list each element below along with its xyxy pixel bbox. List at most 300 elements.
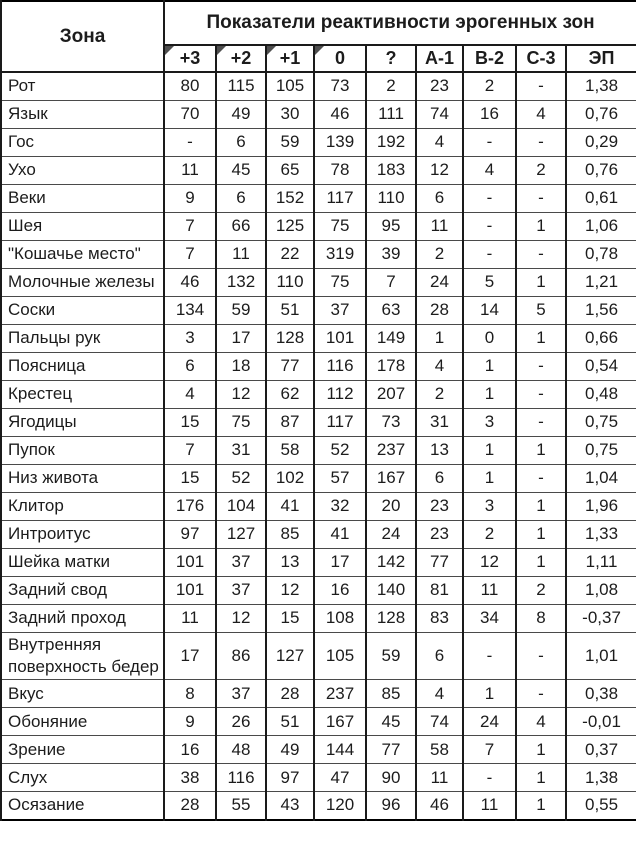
value-cell: 74 xyxy=(416,708,463,736)
value-cell: 22 xyxy=(266,240,314,268)
value-cell: 45 xyxy=(216,156,266,184)
sub-header-5: ? xyxy=(366,45,416,72)
value-cell: 37 xyxy=(216,680,266,708)
value-cell: 0,66 xyxy=(566,324,636,352)
value-cell: -0,37 xyxy=(566,604,636,632)
value-cell: 1 xyxy=(463,352,516,380)
table-row xyxy=(1,520,636,548)
value-cell: 183 xyxy=(366,156,416,184)
value-cell: 1 xyxy=(463,436,516,464)
value-cell: 140 xyxy=(366,576,416,604)
zone-cell: Гос xyxy=(1,128,164,156)
value-cell: 11 xyxy=(164,156,216,184)
value-cell: 144 xyxy=(314,736,366,764)
zone-cell: "Кошачье место" xyxy=(1,240,164,268)
table-row xyxy=(1,632,636,680)
value-cell: 1 xyxy=(516,792,566,820)
value-cell: 11 xyxy=(463,792,516,820)
value-cell: 101 xyxy=(314,324,366,352)
value-cell: 142 xyxy=(366,548,416,576)
value-cell: 7 xyxy=(164,212,216,240)
value-cell: 17 xyxy=(314,548,366,576)
value-cell: 96 xyxy=(366,792,416,820)
value-cell: 62 xyxy=(266,380,314,408)
value-cell: - xyxy=(516,128,566,156)
zone-cell: Пупок xyxy=(1,436,164,464)
value-cell: 11 xyxy=(164,604,216,632)
value-cell: 63 xyxy=(366,296,416,324)
value-cell: 31 xyxy=(216,436,266,464)
value-cell: 3 xyxy=(463,492,516,520)
value-cell: 1,08 xyxy=(566,576,636,604)
value-cell: - xyxy=(164,128,216,156)
zone-cell: Осязание xyxy=(1,792,164,820)
value-cell: 81 xyxy=(416,576,463,604)
value-cell: 24 xyxy=(463,708,516,736)
value-cell: 59 xyxy=(266,128,314,156)
value-cell: 41 xyxy=(266,492,314,520)
table-row xyxy=(1,680,636,708)
value-cell: 167 xyxy=(366,464,416,492)
value-cell: 65 xyxy=(266,156,314,184)
zone-cell: Слух xyxy=(1,764,164,792)
value-cell: 116 xyxy=(314,352,366,380)
value-cell: 0,54 xyxy=(566,352,636,380)
value-cell: 120 xyxy=(314,792,366,820)
value-cell: 7 xyxy=(463,736,516,764)
value-cell: 11 xyxy=(216,240,266,268)
table-row xyxy=(1,604,636,632)
value-cell: 52 xyxy=(216,464,266,492)
value-cell: 59 xyxy=(366,632,416,680)
value-cell: 41 xyxy=(314,520,366,548)
zone-cell: Шея xyxy=(1,212,164,240)
value-cell: 1,96 xyxy=(566,492,636,520)
value-cell: - xyxy=(516,72,566,100)
sub-header-7: В-2 xyxy=(463,45,516,72)
sub-header-8: С-3 xyxy=(516,45,566,72)
value-cell: 237 xyxy=(314,680,366,708)
value-cell: 2 xyxy=(516,156,566,184)
value-cell: 2 xyxy=(516,576,566,604)
value-cell: 0 xyxy=(463,324,516,352)
value-cell: 128 xyxy=(266,324,314,352)
value-cell: 6 xyxy=(416,464,463,492)
header-row-top xyxy=(1,1,636,45)
value-cell: 38 xyxy=(164,764,216,792)
value-cell: 49 xyxy=(266,736,314,764)
table-row xyxy=(1,408,636,436)
value-cell: 28 xyxy=(164,792,216,820)
value-cell: 23 xyxy=(416,492,463,520)
value-cell: 75 xyxy=(314,212,366,240)
value-cell: 58 xyxy=(416,736,463,764)
value-cell: - xyxy=(463,184,516,212)
value-cell: 77 xyxy=(416,548,463,576)
folded-corner-mark-icon xyxy=(217,46,226,55)
zone-cell: Ухо xyxy=(1,156,164,184)
table-row xyxy=(1,576,636,604)
value-cell: - xyxy=(463,240,516,268)
value-cell: 1,21 xyxy=(566,268,636,296)
table-row xyxy=(1,792,636,820)
value-cell: 105 xyxy=(314,632,366,680)
value-cell: 70 xyxy=(164,100,216,128)
value-cell: 31 xyxy=(416,408,463,436)
value-cell: 1,33 xyxy=(566,520,636,548)
value-cell: 52 xyxy=(314,436,366,464)
value-cell: 237 xyxy=(366,436,416,464)
value-cell: 24 xyxy=(366,520,416,548)
value-cell: 78 xyxy=(314,156,366,184)
sub-header-2: +2 xyxy=(216,45,266,72)
table-row xyxy=(1,764,636,792)
value-cell: 5 xyxy=(516,296,566,324)
value-cell: 16 xyxy=(314,576,366,604)
sub-header-6: А-1 xyxy=(416,45,463,72)
value-cell: 66 xyxy=(216,212,266,240)
value-cell: 0,38 xyxy=(566,680,636,708)
value-cell: 176 xyxy=(164,492,216,520)
value-cell: 0,61 xyxy=(566,184,636,212)
zone-cell: Ягодицы xyxy=(1,408,164,436)
zone-cell: Зрение xyxy=(1,736,164,764)
value-cell: - xyxy=(516,464,566,492)
value-cell: 51 xyxy=(266,296,314,324)
zone-cell: Задний проход xyxy=(1,604,164,632)
value-cell: 7 xyxy=(164,436,216,464)
table-body xyxy=(1,72,636,820)
value-cell: 1 xyxy=(516,436,566,464)
value-cell: 102 xyxy=(266,464,314,492)
table-row xyxy=(1,240,636,268)
value-cell: 15 xyxy=(266,604,314,632)
value-cell: 55 xyxy=(216,792,266,820)
value-cell: 15 xyxy=(164,464,216,492)
value-cell: 47 xyxy=(314,764,366,792)
value-cell: 1 xyxy=(516,764,566,792)
value-cell: 26 xyxy=(216,708,266,736)
value-cell: 1 xyxy=(463,380,516,408)
value-cell: - xyxy=(463,764,516,792)
value-cell: 37 xyxy=(314,296,366,324)
value-cell: 128 xyxy=(366,604,416,632)
value-cell: 1 xyxy=(516,212,566,240)
value-cell: 17 xyxy=(164,632,216,680)
value-cell: 3 xyxy=(164,324,216,352)
zone-cell: Поясница xyxy=(1,352,164,380)
value-cell: 34 xyxy=(463,604,516,632)
value-cell: - xyxy=(516,380,566,408)
table-row xyxy=(1,352,636,380)
value-cell: - xyxy=(516,240,566,268)
value-cell: 4 xyxy=(416,352,463,380)
value-cell: 2 xyxy=(463,520,516,548)
value-cell: 0,48 xyxy=(566,380,636,408)
table-row xyxy=(1,72,636,100)
value-cell: 0,29 xyxy=(566,128,636,156)
value-cell: 4 xyxy=(516,100,566,128)
value-cell: 207 xyxy=(366,380,416,408)
value-cell: 9 xyxy=(164,184,216,212)
table-row xyxy=(1,184,636,212)
value-cell: 86 xyxy=(216,632,266,680)
value-cell: - xyxy=(516,632,566,680)
value-cell: 108 xyxy=(314,604,366,632)
zone-cell: Клитор xyxy=(1,492,164,520)
zone-cell: Обоняние xyxy=(1,708,164,736)
table-row xyxy=(1,296,636,324)
value-cell: 125 xyxy=(266,212,314,240)
value-cell: 39 xyxy=(366,240,416,268)
value-cell: 97 xyxy=(266,764,314,792)
value-cell: 16 xyxy=(164,736,216,764)
value-cell: 0,37 xyxy=(566,736,636,764)
value-cell: 11 xyxy=(416,212,463,240)
value-cell: 13 xyxy=(266,548,314,576)
table-row xyxy=(1,324,636,352)
value-cell: 7 xyxy=(366,268,416,296)
value-cell: 12 xyxy=(416,156,463,184)
value-cell: 95 xyxy=(366,212,416,240)
value-cell: 43 xyxy=(266,792,314,820)
zone-cell: Пальцы рук xyxy=(1,324,164,352)
value-cell: 85 xyxy=(366,680,416,708)
value-cell: 85 xyxy=(266,520,314,548)
value-cell: 20 xyxy=(366,492,416,520)
value-cell: 117 xyxy=(314,408,366,436)
value-cell: 17 xyxy=(216,324,266,352)
value-cell: -0,01 xyxy=(566,708,636,736)
value-cell: 139 xyxy=(314,128,366,156)
value-cell: 1,56 xyxy=(566,296,636,324)
value-cell: - xyxy=(516,352,566,380)
value-cell: 4 xyxy=(516,708,566,736)
value-cell: 46 xyxy=(314,100,366,128)
sub-header-9: ЭП xyxy=(566,45,636,72)
group-column-header: Показатели реактивности эрогенных зон xyxy=(164,1,636,45)
value-cell: 110 xyxy=(266,268,314,296)
value-cell: 4 xyxy=(164,380,216,408)
value-cell: 1 xyxy=(516,520,566,548)
value-cell: 1 xyxy=(516,268,566,296)
value-cell: 1 xyxy=(516,736,566,764)
value-cell: 12 xyxy=(266,576,314,604)
value-cell: 112 xyxy=(314,380,366,408)
table-row xyxy=(1,492,636,520)
value-cell: 1,04 xyxy=(566,464,636,492)
value-cell: 101 xyxy=(164,548,216,576)
table-row xyxy=(1,100,636,128)
value-cell: 11 xyxy=(463,576,516,604)
value-cell: 178 xyxy=(366,352,416,380)
value-cell: 116 xyxy=(216,764,266,792)
value-cell: 6 xyxy=(216,128,266,156)
value-cell: 2 xyxy=(416,240,463,268)
value-cell: 192 xyxy=(366,128,416,156)
value-cell: 7 xyxy=(164,240,216,268)
table-row xyxy=(1,212,636,240)
zone-cell: Молочные железы xyxy=(1,268,164,296)
value-cell: 2 xyxy=(366,72,416,100)
value-cell: 80 xyxy=(164,72,216,100)
value-cell: 117 xyxy=(314,184,366,212)
value-cell: 48 xyxy=(216,736,266,764)
value-cell: 1,06 xyxy=(566,212,636,240)
value-cell: 74 xyxy=(416,100,463,128)
value-cell: 37 xyxy=(216,548,266,576)
value-cell: 12 xyxy=(463,548,516,576)
value-cell: - xyxy=(463,128,516,156)
value-cell: 51 xyxy=(266,708,314,736)
value-cell: 12 xyxy=(216,604,266,632)
value-cell: 14 xyxy=(463,296,516,324)
sub-header-4: 0 xyxy=(314,45,366,72)
value-cell: 24 xyxy=(416,268,463,296)
value-cell: 77 xyxy=(266,352,314,380)
value-cell: 101 xyxy=(164,576,216,604)
value-cell: 0,76 xyxy=(566,100,636,128)
value-cell: 1 xyxy=(463,680,516,708)
value-cell: 23 xyxy=(416,520,463,548)
value-cell: 1 xyxy=(516,492,566,520)
table-row xyxy=(1,436,636,464)
value-cell: - xyxy=(516,408,566,436)
value-cell: 1 xyxy=(516,324,566,352)
value-cell: 28 xyxy=(416,296,463,324)
table-row xyxy=(1,268,636,296)
value-cell: 15 xyxy=(164,408,216,436)
value-cell: 58 xyxy=(266,436,314,464)
value-cell: 75 xyxy=(216,408,266,436)
zone-cell: Низ живота xyxy=(1,464,164,492)
value-cell: 2 xyxy=(463,72,516,100)
value-cell: 3 xyxy=(463,408,516,436)
zone-cell: Задний свод xyxy=(1,576,164,604)
value-cell: 111 xyxy=(366,100,416,128)
value-cell: 6 xyxy=(216,184,266,212)
value-cell: 4 xyxy=(416,128,463,156)
value-cell: 16 xyxy=(463,100,516,128)
folded-corner-mark-icon xyxy=(267,46,276,55)
table-row xyxy=(1,736,636,764)
value-cell: 73 xyxy=(314,72,366,100)
value-cell: 90 xyxy=(366,764,416,792)
zone-cell: Крестец xyxy=(1,380,164,408)
folded-corner-mark-icon xyxy=(165,46,174,55)
table-row xyxy=(1,708,636,736)
value-cell: 59 xyxy=(216,296,266,324)
value-cell: 11 xyxy=(416,764,463,792)
value-cell: 0,75 xyxy=(566,408,636,436)
value-cell: 2 xyxy=(416,380,463,408)
value-cell: 0,76 xyxy=(566,156,636,184)
value-cell: - xyxy=(463,212,516,240)
folded-corner-mark-icon xyxy=(315,46,324,55)
value-cell: 115 xyxy=(216,72,266,100)
value-cell: 37 xyxy=(216,576,266,604)
value-cell: 6 xyxy=(416,632,463,680)
zone-column-header: Зона xyxy=(1,1,164,72)
value-cell: 1 xyxy=(516,548,566,576)
table-row xyxy=(1,380,636,408)
value-cell: 77 xyxy=(366,736,416,764)
value-cell: 0,78 xyxy=(566,240,636,268)
value-cell: 12 xyxy=(216,380,266,408)
value-cell: 1,38 xyxy=(566,72,636,100)
value-cell: 6 xyxy=(164,352,216,380)
table-row xyxy=(1,464,636,492)
value-cell: 104 xyxy=(216,492,266,520)
value-cell: 1,01 xyxy=(566,632,636,680)
value-cell: 110 xyxy=(366,184,416,212)
value-cell: 57 xyxy=(314,464,366,492)
value-cell: - xyxy=(463,632,516,680)
zone-cell: Соски xyxy=(1,296,164,324)
table-header xyxy=(1,1,636,72)
value-cell: 46 xyxy=(416,792,463,820)
value-cell: 127 xyxy=(216,520,266,548)
value-cell: 134 xyxy=(164,296,216,324)
value-cell: 87 xyxy=(266,408,314,436)
value-cell: 167 xyxy=(314,708,366,736)
sub-header-3: +1 xyxy=(266,45,314,72)
value-cell: 97 xyxy=(164,520,216,548)
zone-cell: Веки xyxy=(1,184,164,212)
value-cell: 1,38 xyxy=(566,764,636,792)
value-cell: 32 xyxy=(314,492,366,520)
value-cell: 49 xyxy=(216,100,266,128)
value-cell: - xyxy=(516,680,566,708)
table-row xyxy=(1,156,636,184)
value-cell: 149 xyxy=(366,324,416,352)
value-cell: 152 xyxy=(266,184,314,212)
value-cell: 13 xyxy=(416,436,463,464)
value-cell: 75 xyxy=(314,268,366,296)
value-cell: 1 xyxy=(463,464,516,492)
value-cell: 18 xyxy=(216,352,266,380)
value-cell: 4 xyxy=(416,680,463,708)
value-cell: 23 xyxy=(416,72,463,100)
value-cell: 6 xyxy=(416,184,463,212)
zone-cell: Язык xyxy=(1,100,164,128)
zone-cell: Шейка матки xyxy=(1,548,164,576)
value-cell: - xyxy=(516,184,566,212)
zone-cell: Рот xyxy=(1,72,164,100)
value-cell: 46 xyxy=(164,268,216,296)
value-cell: 28 xyxy=(266,680,314,708)
sub-header-1: +3 xyxy=(164,45,216,72)
value-cell: 319 xyxy=(314,240,366,268)
value-cell: 8 xyxy=(516,604,566,632)
value-cell: 132 xyxy=(216,268,266,296)
zone-cell: Вкус xyxy=(1,680,164,708)
value-cell: 0,55 xyxy=(566,792,636,820)
value-cell: 4 xyxy=(463,156,516,184)
zone-cell: Внутренняя поверхность бедер xyxy=(1,632,164,680)
value-cell: 0,75 xyxy=(566,436,636,464)
value-cell: 1,11 xyxy=(566,548,636,576)
value-cell: 127 xyxy=(266,632,314,680)
table-row xyxy=(1,548,636,576)
value-cell: 1 xyxy=(416,324,463,352)
value-cell: 105 xyxy=(266,72,314,100)
table-row xyxy=(1,128,636,156)
value-cell: 45 xyxy=(366,708,416,736)
zone-cell: Интроитус xyxy=(1,520,164,548)
value-cell: 9 xyxy=(164,708,216,736)
value-cell: 8 xyxy=(164,680,216,708)
